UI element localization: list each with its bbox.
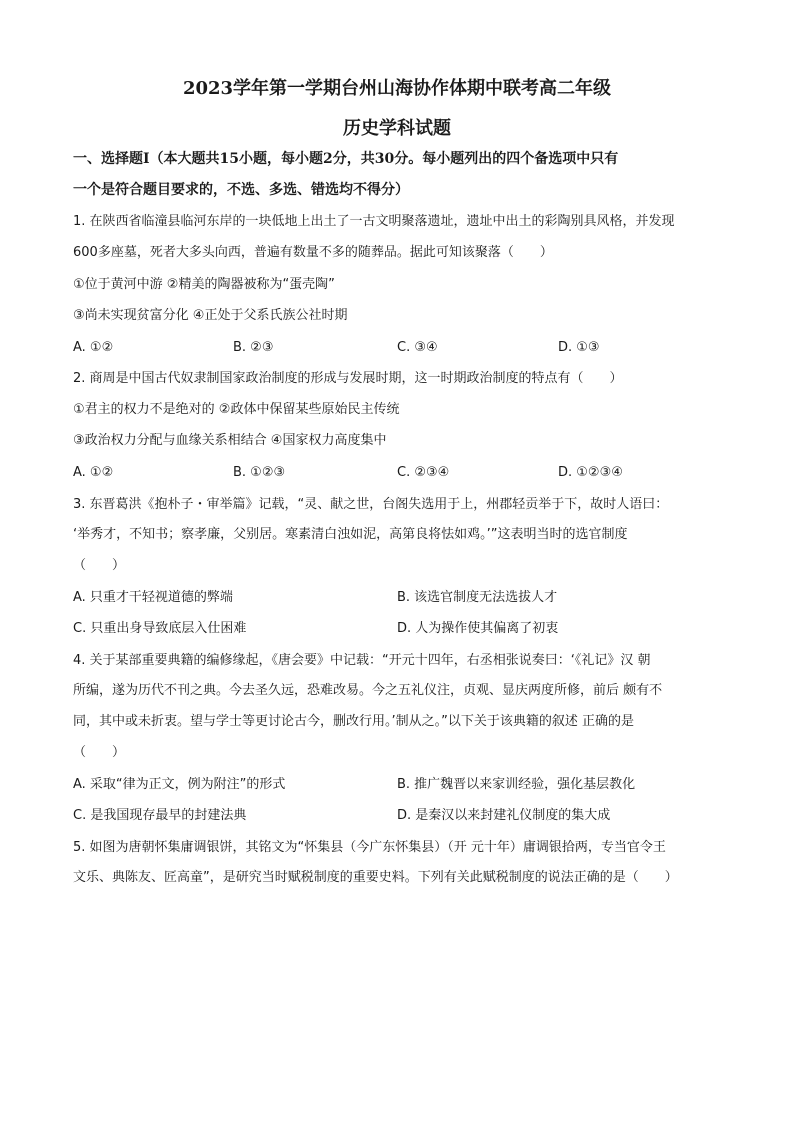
q4-option-a[interactable]: A. 采取“律为正文，例为附注”的形式 <box>73 777 286 792</box>
exam-subtitle: 历史学科试题 <box>343 118 451 139</box>
section-heading-line-1: 一、选择题Ⅰ（本大题共15小题，每小题2分，共30分。每小题列出的四个备选项中只有 <box>73 151 619 167</box>
exam-title: 2023学年第一学期台州山海协作体期中联考高二年级 <box>182 78 612 99</box>
q2-statement-line-2: ③政治权力分配与血缘关系相结合 ④国家权力高度集中 <box>73 433 387 448</box>
q3-option-a[interactable]: A. 只重才干轻视道德的弊端 <box>73 590 233 605</box>
q1-statement-line-1: ①位于黄河中游 ②精美的陶器被称为“蛋壳陶” <box>73 277 335 292</box>
q4-option-c[interactable]: C. 是我国现存最早的封建法典 <box>73 808 247 823</box>
q1-stem-line-2: 600多座墓，死者大多头向西，普遍有数量不多的随葬品。据此可知该聚落（ ） <box>73 245 553 260</box>
q1-option-d[interactable]: D. ①③ <box>558 340 600 355</box>
q2-statement-line-1: ①君主的权力不是绝对的 ②政体中保留某些原始民主传统 <box>73 402 400 417</box>
q2-option-b[interactable]: B. ①②③ <box>233 465 286 480</box>
q2-option-d[interactable]: D. ①②③④ <box>558 465 623 480</box>
q1-option-a[interactable]: A. ①② <box>73 340 114 355</box>
q2-option-a[interactable]: A. ①② <box>73 465 114 480</box>
q5-stem-line-2: 文乐、典陈友、匠高童”，是研究当时赋税制度的重要史料。下列有关此赋税制度的说法正确的是（ ） <box>73 870 678 885</box>
q4-stem-line-2: 所编，遂为历代不刊之典。今去圣久远，恐难改易。今之五礼仪注，贞观、显庆两度所修，前后 颇有不 <box>73 683 663 698</box>
q5-stem-line-1: 5. 如图为唐朝怀集庸调银饼，其铭文为“怀集县（今广东怀集县）（开 元十年）庸调银拾两，专当官令王 <box>73 840 666 855</box>
q4-answer-bracket: （ ） <box>73 745 126 760</box>
q2-stem: 2. 商周是中国古代奴隶制国家政治制度的形成与发展时期，这一时期政治制度的特点有（ ） <box>73 371 623 386</box>
q1-option-b[interactable]: B. ②③ <box>233 340 274 355</box>
q1-option-c[interactable]: C. ③④ <box>397 340 438 355</box>
q2-option-c[interactable]: C. ②③④ <box>397 465 450 480</box>
q1-statement-line-2: ③尚未实现贫富分化 ④正处于父系氏族公社时期 <box>73 308 348 323</box>
q4-option-d[interactable]: D. 是秦汉以来封建礼仪制度的集大成 <box>397 808 611 823</box>
q3-option-b[interactable]: B. 该选官制度无法选拔人才 <box>397 590 558 605</box>
q4-stem-line-3: 同，其中或未折衷。望与学士等更讨论古今，删改行用。’制从之。”以下关于该典籍的叙述 正确的是 <box>73 714 635 729</box>
section-heading-line-2: 一个是符合题目要求的，不选、多选、错选均不得分） <box>73 182 409 198</box>
q4-stem-line-1: 4. 关于某部重要典籍的编修缘起，《唐会要》中记载：“开元十四年，右丞相张说奏曰：‘《礼记》汉 朝 <box>73 653 651 668</box>
q3-stem-line-1: 3. 东晋葛洪《抱朴子・审举篇》记载，“灵、献之世，台阁失选用于上，州郡轻贡举于下，故时人语曰： <box>73 497 669 512</box>
q3-option-d[interactable]: D. 人为操作使其偏离了初衷 <box>397 621 559 636</box>
q3-stem-line-2: ‘举秀才，不知书；察孝廉，父别居。寒素清白浊如泥，高第良将怯如鸡。’”这表明当时的选官制度 <box>73 527 628 542</box>
q4-option-b[interactable]: B. 推广魏晋以来家训经验，强化基层教化 <box>397 777 636 792</box>
q3-answer-bracket: （ ） <box>73 558 126 573</box>
q3-option-c[interactable]: C. 只重出身导致底层入仕困难 <box>73 621 247 636</box>
q1-stem-line-1: 1. 在陕西省临潼县临河东岸的一块低地上出土了一古文明聚落遗址，遗址中出土的彩陶别具风格，并发现 <box>73 214 675 229</box>
